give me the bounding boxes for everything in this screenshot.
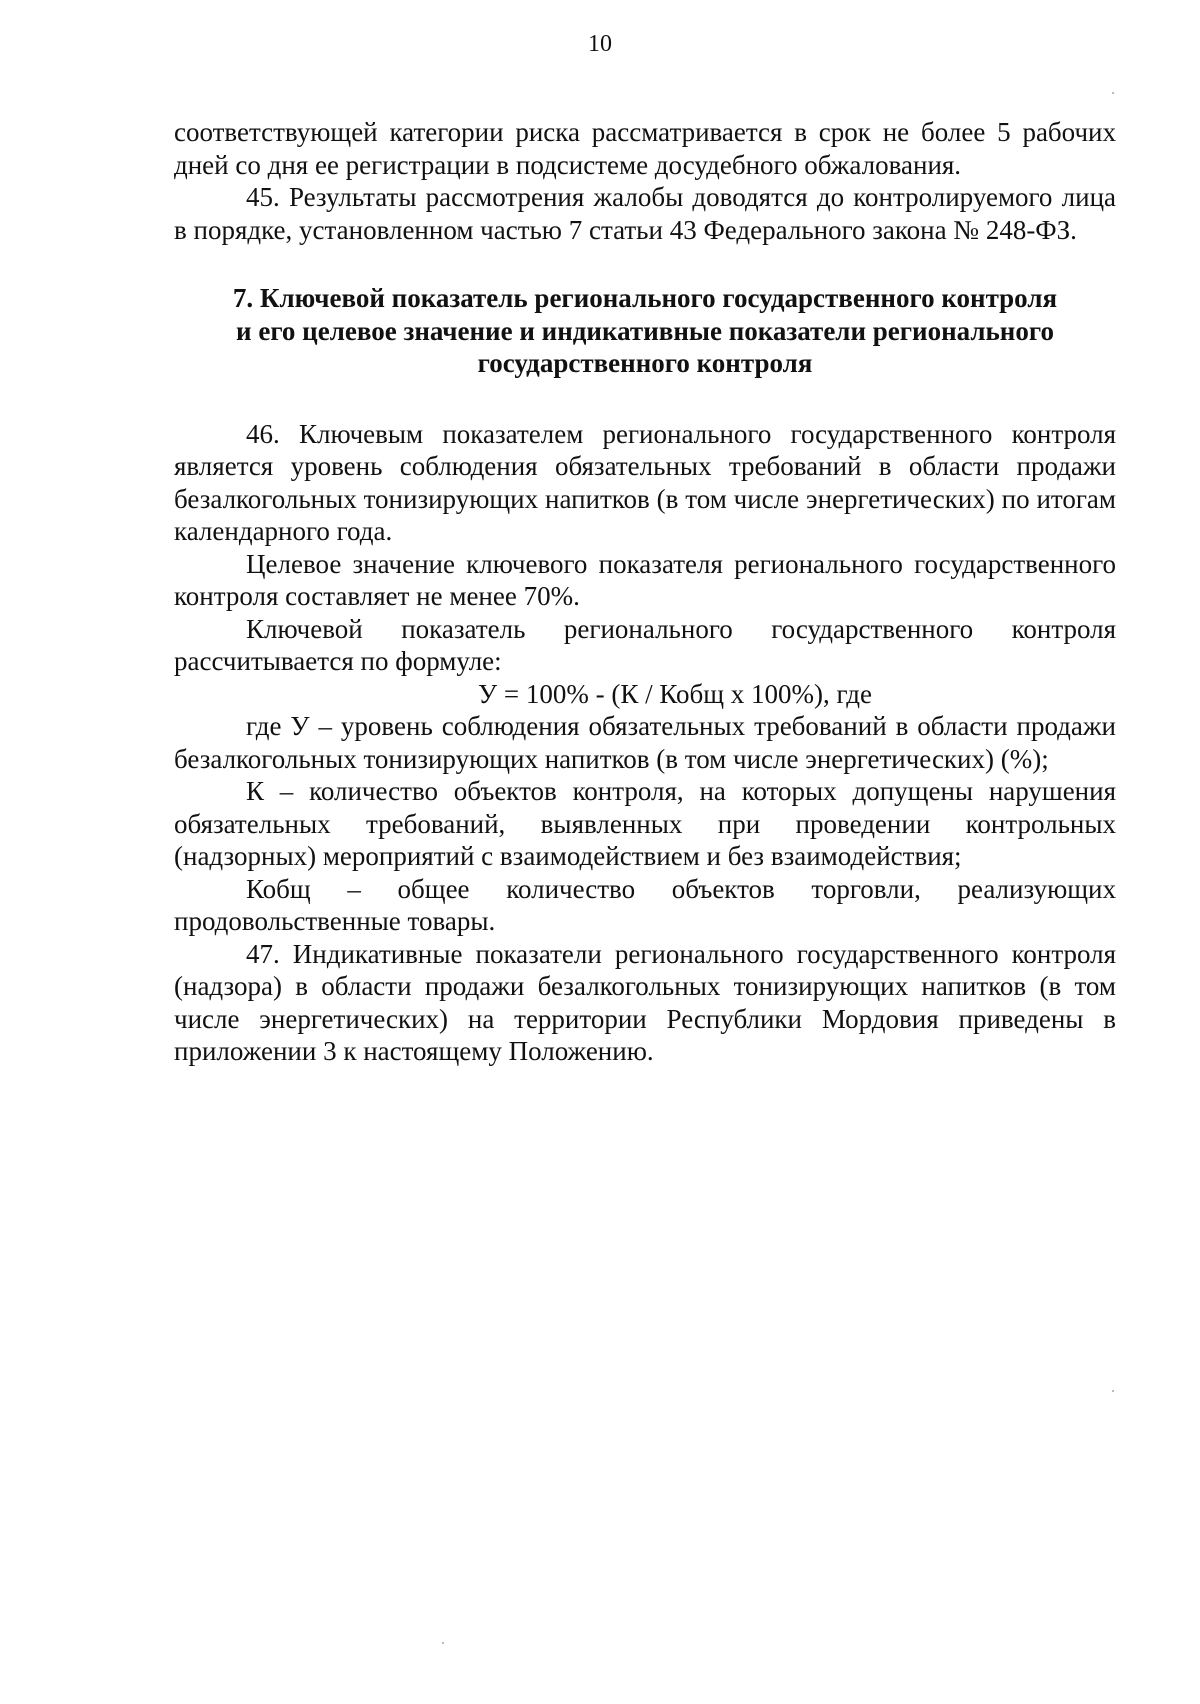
definition-u: где У – уровень соблюдения обязательных требований в области продажи безалкогольных тонизирующих напитков (в том числе энергетических) (%);: [174, 711, 1116, 774]
formula: У = 100% - (К / Кобщ х 100%), где: [478, 678, 872, 709]
paragraph-46: 46. Ключевым показателем регионального государственного контроля является уровень соблюдения обязательных требований в области продажи безалкогольных тонизирующих напитков (в том числе энергетических) по итогам календарного года.: [174, 418, 1116, 546]
paragraph-45: 45. Результаты рассмотрения жалобы доводятся до контролируемого лица в порядке, установленном частью 7 статьи 43 Федерального закона № 248-ФЗ.: [174, 182, 1116, 245]
formula-intro-paragraph: Ключевой показатель регионального государственного контроля рассчитывается по формуле:: [174, 613, 1116, 676]
section-heading: [174, 282, 1116, 380]
page-number: 10: [588, 31, 612, 57]
scan-artifact: [1112, 1390, 1114, 1392]
section-heading-line: 7. Ключевой показатель регионального государственного контроля: [232, 283, 1058, 313]
paragraph-47: 47. Индикативные показатели регионального государственного контроля (надзора) в области продажи безалкогольных тонизирующих напитков (в том числе энергетических) на территории Республики Мордовия приведены в приложении 3 к настоящему Положению.: [174, 938, 1116, 1066]
document-body: [174, 116, 1116, 1068]
paragraph-continuation: соответствующей категории риска рассматривается в срок не более 5 рабочих дней со дня ее регистрации в подсистеме досудебного обжалования.: [174, 117, 1116, 180]
target-value-paragraph: Целевое значение ключевого показателя регионального государственного контроля составляет не менее 70%.: [174, 548, 1116, 611]
definition-k: К – количество объектов контроля, на которых допущены нарушения обязательных требований, выявленных при проведении контрольных (надзорных) мероприятий с взаимодействием и без взаимодействия;: [174, 776, 1116, 871]
scan-artifact: [1112, 92, 1114, 94]
section-heading-line: государственного контроля: [477, 348, 813, 378]
definition-kobsch: Кобщ – общее количество объектов торговли, реализующих продовольственные товары.: [174, 873, 1116, 936]
scan-artifact: [442, 1642, 444, 1644]
section-heading-line: и его целевое значение и индикативные показатели регионального: [236, 315, 1054, 346]
